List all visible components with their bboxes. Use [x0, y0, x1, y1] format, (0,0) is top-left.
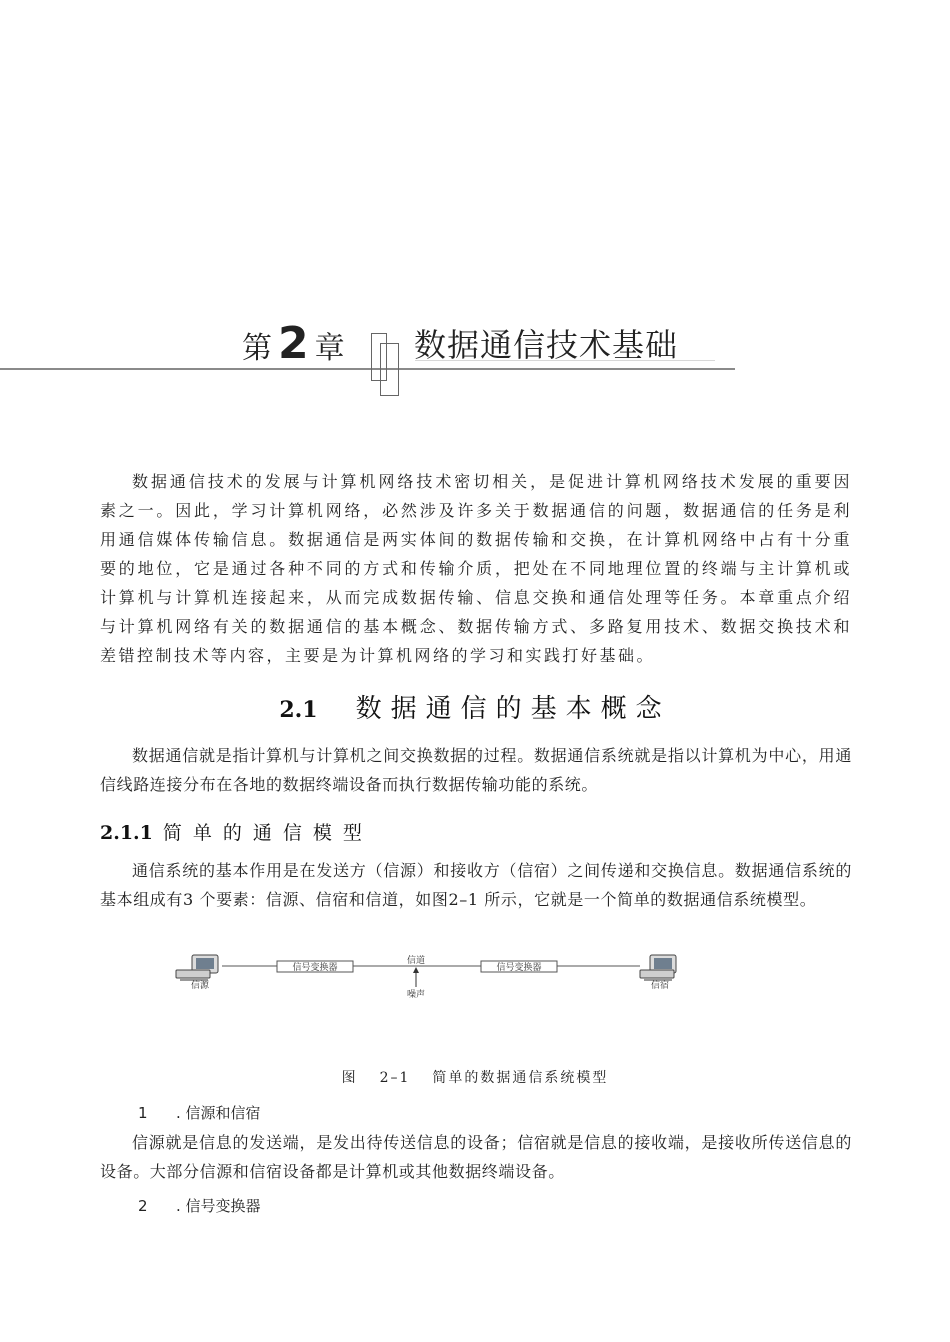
noise-arrow-head — [413, 967, 419, 973]
item-2-title: . 信号变换器 — [176, 1197, 261, 1215]
sink-computer-icon — [640, 955, 676, 981]
caption-text: 简单的数据通信系统模型 — [432, 1070, 609, 1086]
chapter-number: 2 — [278, 318, 309, 369]
chapter-title: 数据通信技术基础 — [414, 326, 679, 364]
converter-left-label: 信号变换器 — [292, 963, 338, 973]
chapter-suffix: 章 — [314, 331, 345, 366]
item-1-paragraph: 信源就是信息的发送端，是发出待传送信息的设备；信宿就是信息的接收端，是接收所传送信息的设备。大部分信源和信宿设备都是计算机或其他数据终端设备。 — [100, 1133, 852, 1181]
chapter-rule — [0, 368, 735, 370]
chapter-heading — [242, 318, 345, 369]
converter-right-label: 信号变换器 — [496, 963, 542, 973]
section-paragraph: 数据通信就是指计算机与计算机之间交换数据的过程。数据通信系统就是指以计算机为中心，用通信线路连接分布在各地的数据终端设备而执行数据传输功能的系统。 — [100, 746, 852, 794]
section-title: 数据通信的基本概念 — [355, 694, 671, 724]
item-1-title: . 信源和信宿 — [176, 1104, 261, 1122]
section-heading — [0, 688, 950, 725]
figure-caption — [0, 1067, 950, 1087]
subsection-paragraph: 通信系统的基本作用是在发送方（信源）和接收方（信宿）之间传递和交换信息。数据通信系统的基本组成有3 个要素：信源、信宿和信道，如图2–1 所示，它就是一个简单的数据通信系统模型。 — [100, 861, 852, 909]
subsection-number: 2.1.1 — [100, 822, 153, 844]
caption-prefix: 图 — [341, 1070, 358, 1086]
communication-model-figure — [170, 950, 700, 1000]
source-computer-icon — [176, 955, 218, 981]
item-2-heading — [138, 1195, 261, 1216]
noise-label: 噪声 — [406, 990, 426, 1000]
item-1-number: 1 — [138, 1104, 148, 1122]
item-2-number: 2 — [138, 1197, 148, 1215]
item-1-heading — [138, 1102, 261, 1123]
subsection-heading — [100, 818, 373, 845]
decor-rect-2 — [380, 343, 399, 396]
channel-label: 信道 — [406, 956, 426, 966]
chapter-prefix: 第 — [242, 331, 272, 366]
sink-label: 信宿 — [650, 981, 670, 991]
intro-paragraph: 数据通信技术的发展与计算机网络技术密切相关，是促进计算机网络技术发展的重要因素之一。因此，学习计算机网络，必然涉及许多关于数据通信的问题，数据通信的任务是利用通信媒体传输信息。数据通信是两实体间的数据传输和交换，在计算机网络中占有十分重要的地位，它是通过各种不同的方式和传输介质，把处在不同地理位置的终端与主计算机或计算机与计算机连接起来，从而完成数据传输、信息交换和通信处理等任务。本章重点介绍与计算机网络有关的数据通信的基本概念、数据传输方式、多路复用技术、数据交换技术和差错控制技术等内容，主要是为计算机网络的学习和实践打好基础。 — [100, 472, 852, 665]
source-label: 信源 — [190, 981, 210, 991]
section-number: 2.1 — [279, 697, 318, 723]
subsection-title: 简单的通信模型 — [162, 822, 373, 844]
caption-number: 2–1 — [379, 1070, 411, 1086]
